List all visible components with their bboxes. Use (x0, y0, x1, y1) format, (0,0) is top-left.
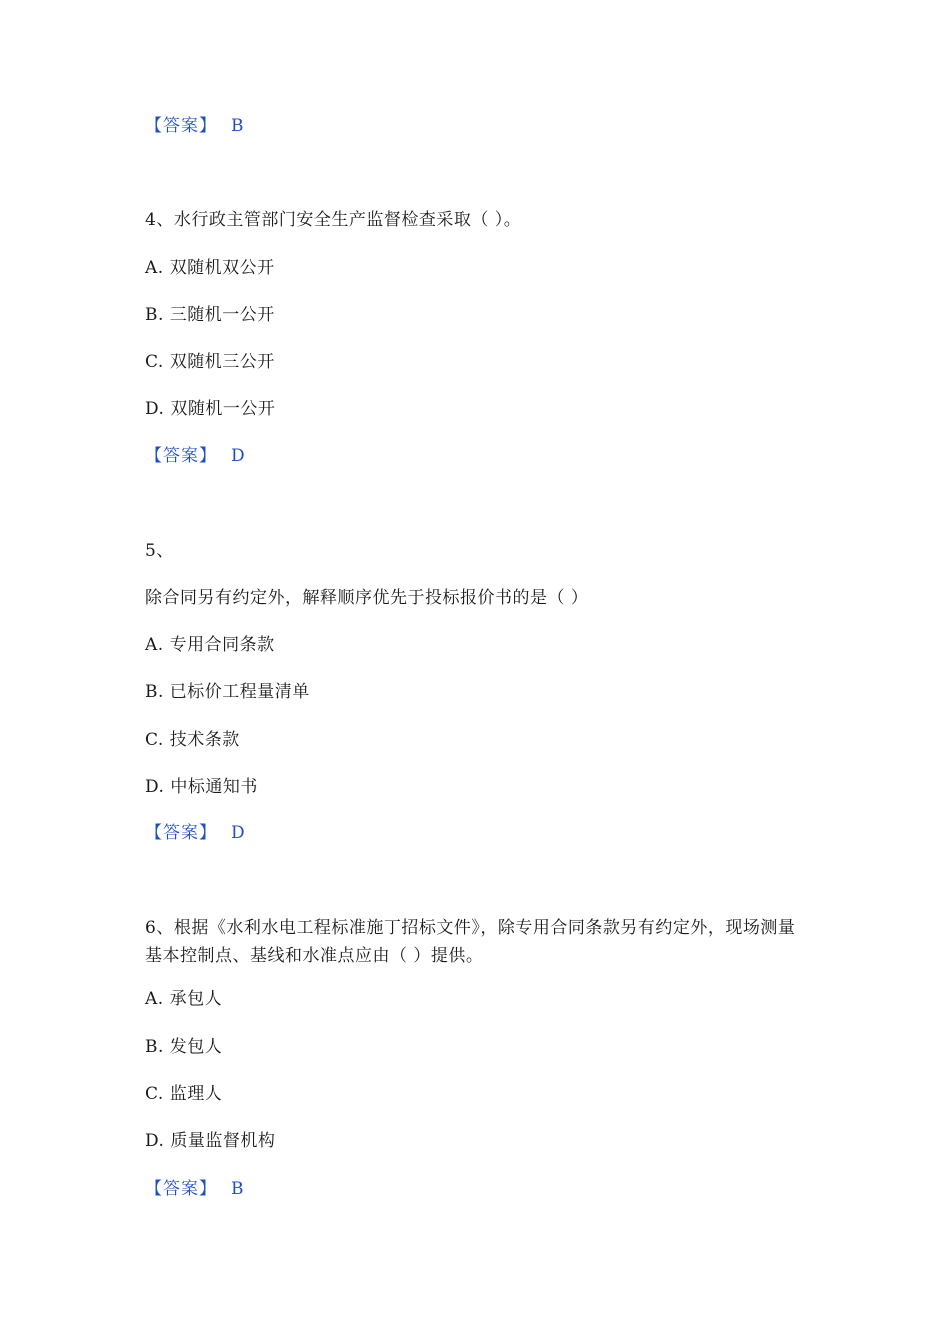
answer-label: 【答案】 (145, 1179, 217, 1199)
answer-line-q6 (145, 1177, 245, 1201)
question-6-stem: 6、根据《水利水电工程标准施丁招标文件》，除专用合同条款另有约定外，现场测量基本控制点、基线和水准点应由（ ）提供。 (145, 918, 796, 966)
question-6-option-a: A. 承包人 (145, 989, 223, 1009)
question-5-option-c: C. 技术条款 (145, 730, 240, 750)
question-4-option-b: B. 三随机一公开 (145, 305, 275, 325)
answer-value: B (231, 1179, 245, 1199)
question-5-number: 5、 (145, 541, 174, 561)
question-6-option-b: B. 发包人 (145, 1037, 223, 1057)
answer-value: D (231, 823, 246, 843)
answer-line-q4 (145, 444, 246, 468)
answer-value: D (231, 446, 246, 466)
answer-label: 【答案】 (145, 823, 217, 843)
question-4-stem: 4、水行政主管部门安全生产监督检查采取（ ）。 (145, 210, 522, 230)
answer-label: 【答案】 (145, 116, 217, 136)
question-4-option-a: A. 双随机双公开 (145, 258, 275, 278)
question-5-stem: 除合同另有约定外，解释顺序优先于投标报价书的是（ ） (145, 588, 589, 608)
answer-line-q5 (145, 821, 246, 845)
question-6-option-c: C. 监理人 (145, 1084, 223, 1104)
question-5-option-d: D. 中标通知书 (145, 777, 258, 797)
question-4-option-c: C. 双随机三公开 (145, 352, 275, 372)
answer-value: B (231, 116, 245, 136)
question-4-option-d: D. 双随机一公开 (145, 399, 276, 419)
question-6-option-d: D. 质量监督机构 (145, 1131, 276, 1151)
question-5-option-a: A. 专用合同条款 (145, 635, 275, 655)
question-5-option-b: B. 已标价工程量清单 (145, 682, 310, 702)
answer-line-prev (145, 114, 245, 138)
answer-label: 【答案】 (145, 446, 217, 466)
